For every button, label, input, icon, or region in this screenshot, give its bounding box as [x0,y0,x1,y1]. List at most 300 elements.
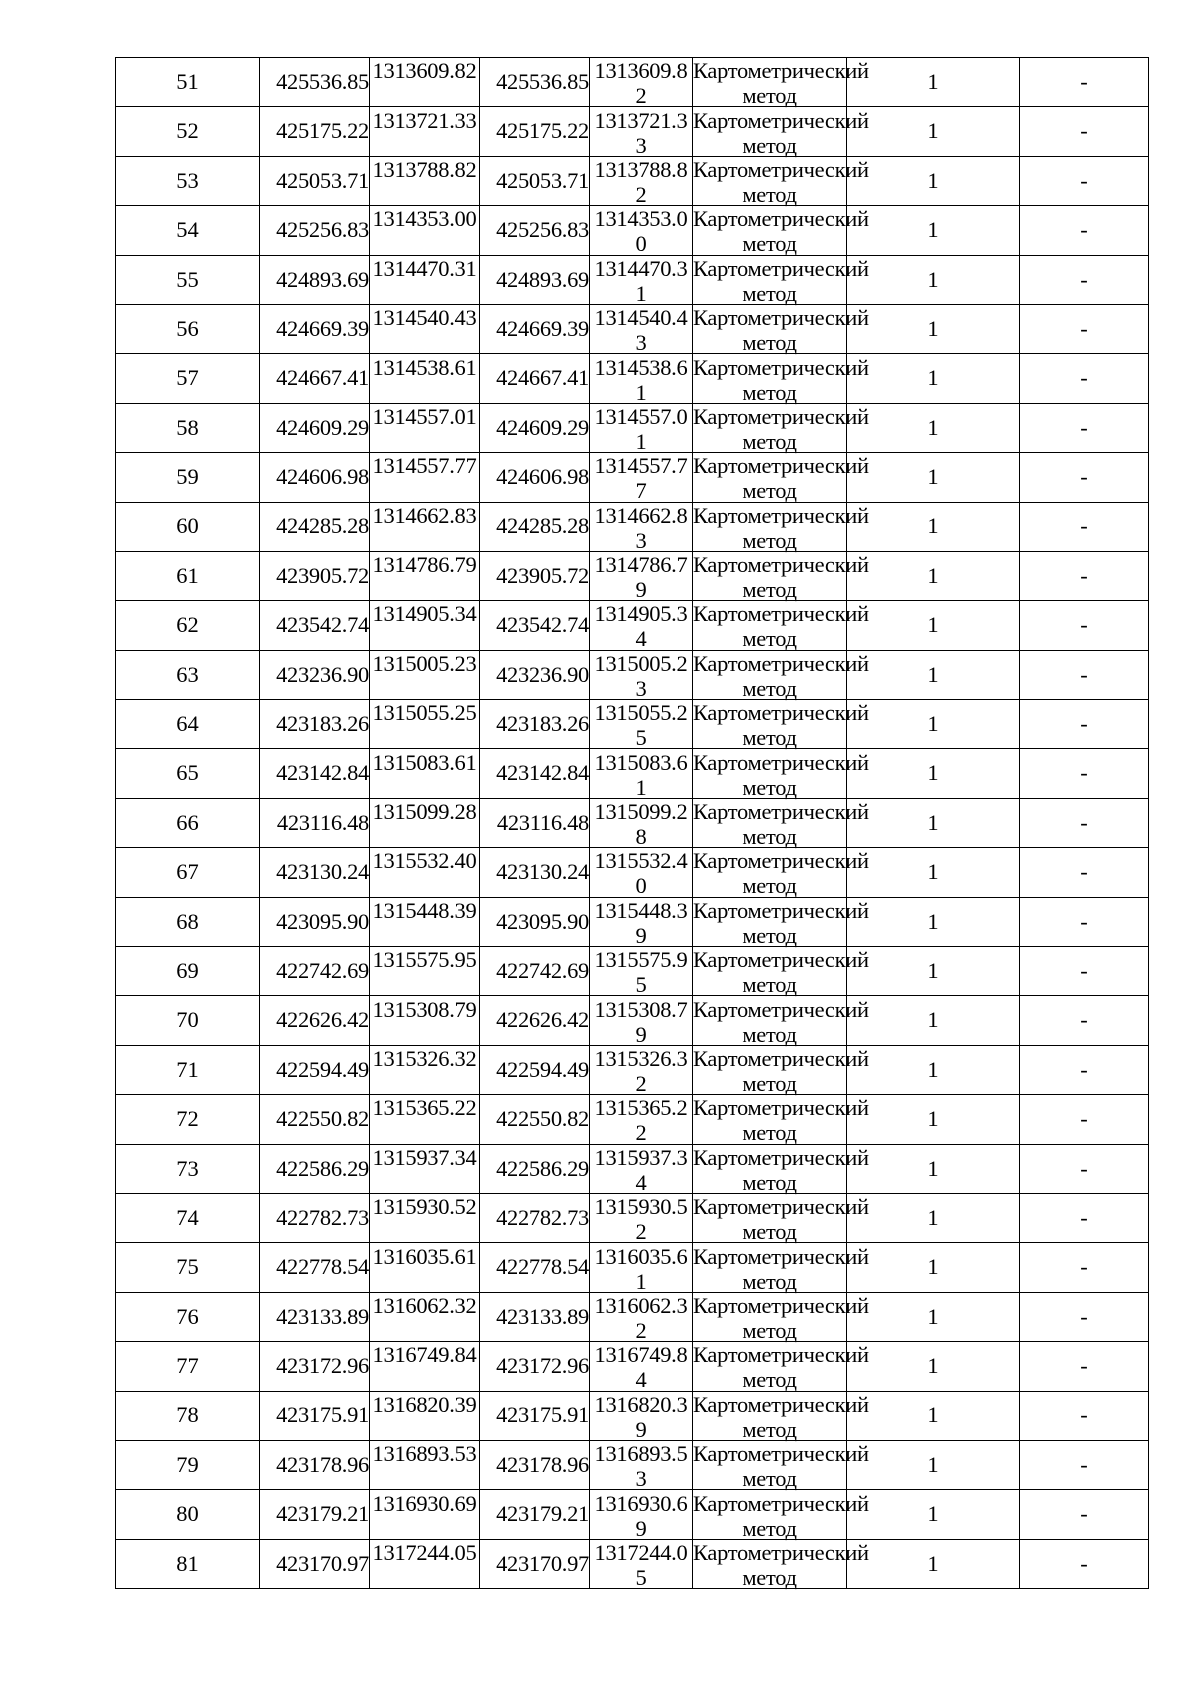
x-new-cell: 423542.74 [480,601,590,650]
method-cell [693,354,869,405]
point-number-cell: 58 [116,403,260,452]
y-new-cell-text: 1314538.61 [594,354,688,405]
description-cell: - [1020,107,1149,156]
precision-cell: 1 [847,848,1020,897]
y-existing-cell [370,453,480,502]
x-new-cell: 423175.91 [480,1391,590,1440]
precision-cell: 1 [847,551,1020,600]
y-new-cell [590,1045,693,1094]
method-cell-text: Картометрический метод [693,1095,869,1146]
precision-cell: 1 [847,947,1020,996]
method-cell-text: Картометрический метод [693,897,869,948]
point-number-cell: 57 [116,354,260,403]
method-cell-text: Картометрический метод [693,947,869,998]
precision-cell: 1 [847,255,1020,304]
precision-cell: 1 [847,453,1020,502]
x-existing-cell: 423178.96 [260,1440,370,1489]
x-new-cell: 423183.26 [480,700,590,749]
y-existing-cell [370,1391,480,1440]
x-new-cell: 422778.54 [480,1243,590,1292]
y-new-cell [590,650,693,699]
table-row [116,304,1149,353]
table-row [116,1095,1149,1144]
table-row [116,1391,1149,1440]
description-cell: - [1020,798,1149,847]
x-new-cell: 423095.90 [480,897,590,946]
method-cell-text: Картометрический метод [693,206,869,257]
x-existing-cell: 424285.28 [260,502,370,551]
method-cell [693,1342,869,1393]
precision-cell: 1 [847,403,1020,452]
y-existing-cell [370,1539,480,1588]
table-row [116,848,1149,897]
description-cell: - [1020,1144,1149,1193]
precision-cell: 1 [847,354,1020,403]
method-cell-text: Картометрический метод [693,1539,869,1590]
x-new-cell: 424669.39 [480,304,590,353]
precision-cell: 1 [847,1045,1020,1094]
y-new-cell [590,996,693,1045]
table-row [116,1193,1149,1242]
x-existing-cell: 425053.71 [260,156,370,205]
y-existing-cell [370,749,480,798]
y-existing-cell [370,1243,480,1292]
y-existing-cell-text: 1316062.32 [372,1292,477,1318]
precision-cell: 1 [847,1144,1020,1193]
y-existing-cell [370,798,480,847]
description-cell: - [1020,1391,1149,1440]
method-cell [693,304,869,356]
y-existing-cell-text: 1315099.28 [372,799,477,825]
method-cell-text: Картометрический метод [693,552,869,603]
y-new-cell-text: 1315365.22 [594,1095,688,1146]
table-row [116,1440,1149,1489]
y-new-cell [590,700,693,749]
x-new-cell: 422586.29 [480,1144,590,1193]
coordinates-table [115,57,1149,1589]
method-cell-text: Картометрический метод [693,650,869,701]
y-new-cell [590,453,693,502]
y-existing-cell [370,650,480,699]
method-cell-text: Картометрический метод [693,403,869,454]
precision-cell: 1 [847,156,1020,205]
y-existing-cell [370,206,480,255]
y-existing-cell [370,156,480,205]
x-new-cell: 423142.84 [480,749,590,798]
x-new-cell: 423116.48 [480,798,590,847]
table-row [116,650,1149,699]
x-new-cell: 423178.96 [480,1440,590,1489]
y-new-cell [590,354,693,403]
method-cell [693,1440,869,1492]
method-cell [693,453,869,504]
point-number-cell: 62 [116,601,260,650]
method-cell [693,798,869,850]
method-cell-text: Картометрический метод [693,996,869,1047]
point-number-cell: 74 [116,1193,260,1242]
x-existing-cell: 424667.41 [260,354,370,403]
description-cell: - [1020,601,1149,650]
method-cell [693,650,869,701]
x-existing-cell: 423183.26 [260,700,370,749]
method-cell [693,897,869,948]
point-number-cell: 76 [116,1292,260,1341]
x-existing-cell: 423116.48 [260,798,370,847]
method-cell-text: Картометрический метод [693,1391,869,1442]
y-existing-cell [370,1440,480,1489]
description-cell: - [1020,1045,1149,1094]
table-row [116,1045,1149,1094]
y-existing-cell-text: 1313721.33 [372,107,477,133]
y-new-cell [590,947,693,996]
x-existing-cell: 423179.21 [260,1490,370,1539]
point-number-cell: 79 [116,1440,260,1489]
description-cell: - [1020,848,1149,897]
precision-cell: 1 [847,304,1020,353]
y-existing-cell-text: 1315326.32 [372,1046,477,1071]
method-cell [693,996,869,1047]
description-cell: - [1020,897,1149,946]
y-new-cell-text: 1315005.23 [594,650,688,701]
y-existing-cell [370,1490,480,1539]
table-row [116,1539,1149,1588]
table-row [116,798,1149,847]
precision-cell: 1 [847,1292,1020,1341]
point-number-cell: 73 [116,1144,260,1193]
point-number-cell: 59 [116,453,260,502]
y-existing-cell [370,700,480,749]
method-cell [693,1391,869,1442]
y-existing-cell-text: 1314538.61 [372,354,477,380]
y-new-cell [590,1342,693,1391]
y-existing-cell-text: 1314353.00 [372,206,477,232]
y-existing-cell-text: 1316820.39 [372,1391,477,1417]
x-existing-cell: 422782.73 [260,1193,370,1242]
y-existing-cell [370,58,480,107]
table-row [116,403,1149,452]
method-cell [693,1539,869,1590]
precision-cell: 1 [847,502,1020,551]
y-new-cell [590,206,693,255]
x-existing-cell: 422594.49 [260,1045,370,1094]
y-existing-cell [370,1144,480,1193]
x-existing-cell: 422550.82 [260,1095,370,1144]
precision-cell: 1 [847,1391,1020,1440]
y-existing-cell-text: 1314905.34 [372,601,477,627]
method-cell-text: Картометрический метод [693,601,869,652]
table-row [116,107,1149,156]
x-existing-cell: 425256.83 [260,206,370,255]
y-new-cell-text: 1314470.31 [594,255,688,306]
y-existing-cell-text: 1315930.52 [372,1194,477,1220]
y-existing-cell [370,848,480,897]
x-new-cell: 423170.97 [480,1539,590,1588]
method-cell-text: Картометрический метод [693,58,869,109]
method-cell [693,551,869,603]
x-existing-cell: 422626.42 [260,996,370,1045]
method-cell-text: Картометрический метод [693,1243,869,1294]
y-new-cell [590,1095,693,1144]
method-cell [693,1292,869,1343]
table-row [116,1490,1149,1539]
y-existing-cell-text: 1315055.25 [372,700,477,726]
precision-cell: 1 [847,1539,1020,1588]
x-existing-cell: 423170.97 [260,1539,370,1588]
description-cell: - [1020,206,1149,255]
y-new-cell [590,1193,693,1245]
x-existing-cell: 423172.96 [260,1342,370,1391]
description-cell: - [1020,1193,1149,1242]
y-existing-cell-text: 1314786.79 [372,552,477,578]
description-cell: - [1020,1095,1149,1144]
y-new-cell-text: 1317244.05 [594,1539,688,1590]
x-new-cell: 422550.82 [480,1095,590,1144]
precision-cell: 1 [847,1440,1020,1489]
description-cell: - [1020,947,1149,996]
y-existing-cell [370,255,480,304]
x-new-cell: 424893.69 [480,255,590,304]
method-cell [693,1490,869,1541]
table-row [116,1243,1149,1292]
x-new-cell: 425536.85 [480,58,590,107]
description-cell: - [1020,1539,1149,1588]
table-row [116,1144,1149,1193]
point-number-cell: 54 [116,206,260,255]
method-cell-text: Картометрический метод [693,156,869,207]
y-new-cell-text: 1313721.33 [594,107,688,158]
y-existing-cell-text: 1315448.39 [372,897,477,923]
table-row [116,749,1149,798]
x-existing-cell: 423905.72 [260,551,370,600]
table-row [116,947,1149,996]
precision-cell: 1 [847,897,1020,946]
y-new-cell-text: 1315308.79 [594,996,688,1047]
method-cell [693,749,869,800]
method-cell-text: Картометрический метод [693,354,869,405]
y-existing-cell-text: 1314540.43 [372,305,477,331]
description-cell: - [1020,502,1149,551]
x-new-cell: 422594.49 [480,1045,590,1094]
x-existing-cell: 423095.90 [260,897,370,946]
y-new-cell-text: 1314557.01 [594,403,688,454]
description-cell: - [1020,650,1149,699]
method-cell-text: Картометрический метод [693,1046,869,1096]
x-existing-cell: 424669.39 [260,304,370,353]
method-cell-text: Картометрический метод [693,1194,869,1245]
description-cell: - [1020,749,1149,798]
table-row [116,156,1149,205]
y-new-cell [590,1490,693,1539]
point-number-cell: 71 [116,1045,260,1094]
y-new-cell-text: 1316930.69 [594,1490,688,1541]
x-new-cell: 425256.83 [480,206,590,255]
x-new-cell: 423172.96 [480,1342,590,1391]
description-cell: - [1020,1292,1149,1341]
y-new-cell [590,255,693,304]
y-existing-cell-text: 1314557.77 [372,453,477,479]
table-row [116,551,1149,600]
point-number-cell: 61 [116,551,260,600]
x-new-cell: 424606.98 [480,453,590,502]
x-new-cell: 423179.21 [480,1490,590,1539]
x-existing-cell: 424609.29 [260,403,370,452]
y-new-cell-text: 1316820.39 [594,1391,688,1442]
y-new-cell-text: 1314540.43 [594,305,688,356]
method-cell [693,1243,869,1294]
y-new-cell [590,304,693,356]
precision-cell: 1 [847,601,1020,650]
point-number-cell: 66 [116,798,260,847]
x-existing-cell: 423542.74 [260,601,370,650]
precision-cell: 1 [847,1342,1020,1391]
description-cell: - [1020,551,1149,600]
y-existing-cell [370,551,480,600]
y-new-cell [590,1539,693,1588]
x-new-cell: 422782.73 [480,1193,590,1242]
point-number-cell: 70 [116,996,260,1045]
y-existing-cell-text: 1313609.82 [372,58,477,84]
precision-cell: 1 [847,58,1020,107]
method-cell [693,1095,869,1146]
y-existing-cell-text: 1315308.79 [372,996,477,1022]
x-new-cell: 423130.24 [480,848,590,897]
description-cell: - [1020,1342,1149,1391]
y-new-cell-text: 1316749.84 [594,1342,688,1393]
y-existing-cell-text: 1315532.40 [372,848,477,874]
y-new-cell-text: 1315326.32 [594,1046,688,1096]
y-existing-cell-text: 1315937.34 [372,1144,477,1170]
x-existing-cell: 422586.29 [260,1144,370,1193]
method-cell [693,700,869,751]
y-new-cell [590,798,693,850]
y-existing-cell [370,601,480,650]
x-new-cell: 422742.69 [480,947,590,996]
table-row [116,700,1149,749]
y-existing-cell-text: 1316749.84 [372,1342,477,1368]
method-cell-text: Картометрический метод [693,453,869,504]
x-existing-cell: 424606.98 [260,453,370,502]
method-cell [693,848,869,899]
method-cell-text: Картометрический метод [693,1490,869,1541]
x-existing-cell: 425536.85 [260,58,370,107]
y-new-cell [590,551,693,603]
y-existing-cell [370,1193,480,1242]
y-existing-cell-text: 1315365.22 [372,1095,477,1121]
y-new-cell [590,107,693,156]
y-new-cell [590,749,693,798]
y-existing-cell [370,1045,480,1094]
precision-cell: 1 [847,206,1020,255]
y-existing-cell-text: 1317244.05 [372,1539,477,1565]
y-new-cell [590,58,693,107]
method-cell [693,947,869,998]
method-cell [693,502,869,553]
y-existing-cell [370,947,480,996]
y-new-cell [590,502,693,551]
y-existing-cell [370,354,480,403]
table-row [116,206,1149,255]
method-cell [693,1144,869,1195]
table-row [116,996,1149,1045]
table-row [116,58,1149,107]
method-cell-text: Картометрический метод [693,305,869,356]
y-new-cell-text: 1315930.52 [594,1194,688,1245]
description-cell: - [1020,58,1149,107]
y-new-cell-text: 1315055.25 [594,700,688,751]
y-new-cell [590,1144,693,1193]
description-cell: - [1020,304,1149,353]
precision-cell: 1 [847,650,1020,699]
point-number-cell: 67 [116,848,260,897]
x-new-cell: 423905.72 [480,551,590,600]
point-number-cell: 56 [116,304,260,353]
x-existing-cell: 423236.90 [260,650,370,699]
y-existing-cell-text: 1315083.61 [372,749,477,775]
y-new-cell-text: 1315448.39 [594,897,688,948]
precision-cell: 1 [847,1243,1020,1292]
point-number-cell: 75 [116,1243,260,1292]
x-new-cell: 424285.28 [480,502,590,551]
x-existing-cell: 422778.54 [260,1243,370,1292]
x-existing-cell: 423133.89 [260,1292,370,1341]
y-existing-cell [370,897,480,946]
precision-cell: 1 [847,1193,1020,1242]
method-cell-text: Картометрический метод [693,255,869,306]
y-existing-cell [370,107,480,156]
x-new-cell: 423236.90 [480,650,590,699]
point-number-cell: 52 [116,107,260,156]
precision-cell: 1 [847,749,1020,798]
point-number-cell: 69 [116,947,260,996]
table-row [116,502,1149,551]
table-row [116,255,1149,304]
y-new-cell-text: 1315532.40 [594,848,688,899]
y-new-cell-text: 1315083.61 [594,749,688,800]
point-number-cell: 51 [116,58,260,107]
y-new-cell-text: 1313788.82 [594,156,688,207]
method-cell [693,206,869,257]
method-cell [693,1193,869,1245]
x-existing-cell: 422742.69 [260,947,370,996]
y-new-cell-text: 1314557.77 [594,453,688,504]
y-new-cell-text: 1315575.95 [594,947,688,998]
y-new-cell-text: 1313609.82 [594,58,688,109]
method-cell [693,403,869,454]
method-cell [693,107,869,158]
method-cell [693,1045,869,1096]
y-existing-cell-text: 1315575.95 [372,947,477,973]
description-cell: - [1020,403,1149,452]
y-new-cell-text: 1314786.79 [594,552,688,603]
x-new-cell: 422626.42 [480,996,590,1045]
method-cell [693,58,869,109]
y-new-cell-text: 1314662.83 [594,502,688,553]
method-cell-text: Картометрический метод [693,1144,869,1195]
y-new-cell-text: 1316893.53 [594,1441,688,1492]
point-number-cell: 64 [116,700,260,749]
point-number-cell: 65 [116,749,260,798]
method-cell [693,255,869,306]
method-cell-text: Картометрический метод [693,848,869,899]
x-new-cell: 425175.22 [480,107,590,156]
description-cell: - [1020,996,1149,1045]
method-cell [693,156,869,207]
method-cell-text: Картометрический метод [693,799,869,850]
y-existing-cell [370,1292,480,1341]
description-cell: - [1020,1243,1149,1292]
precision-cell: 1 [847,1095,1020,1144]
y-new-cell-text: 1316062.32 [594,1292,688,1343]
